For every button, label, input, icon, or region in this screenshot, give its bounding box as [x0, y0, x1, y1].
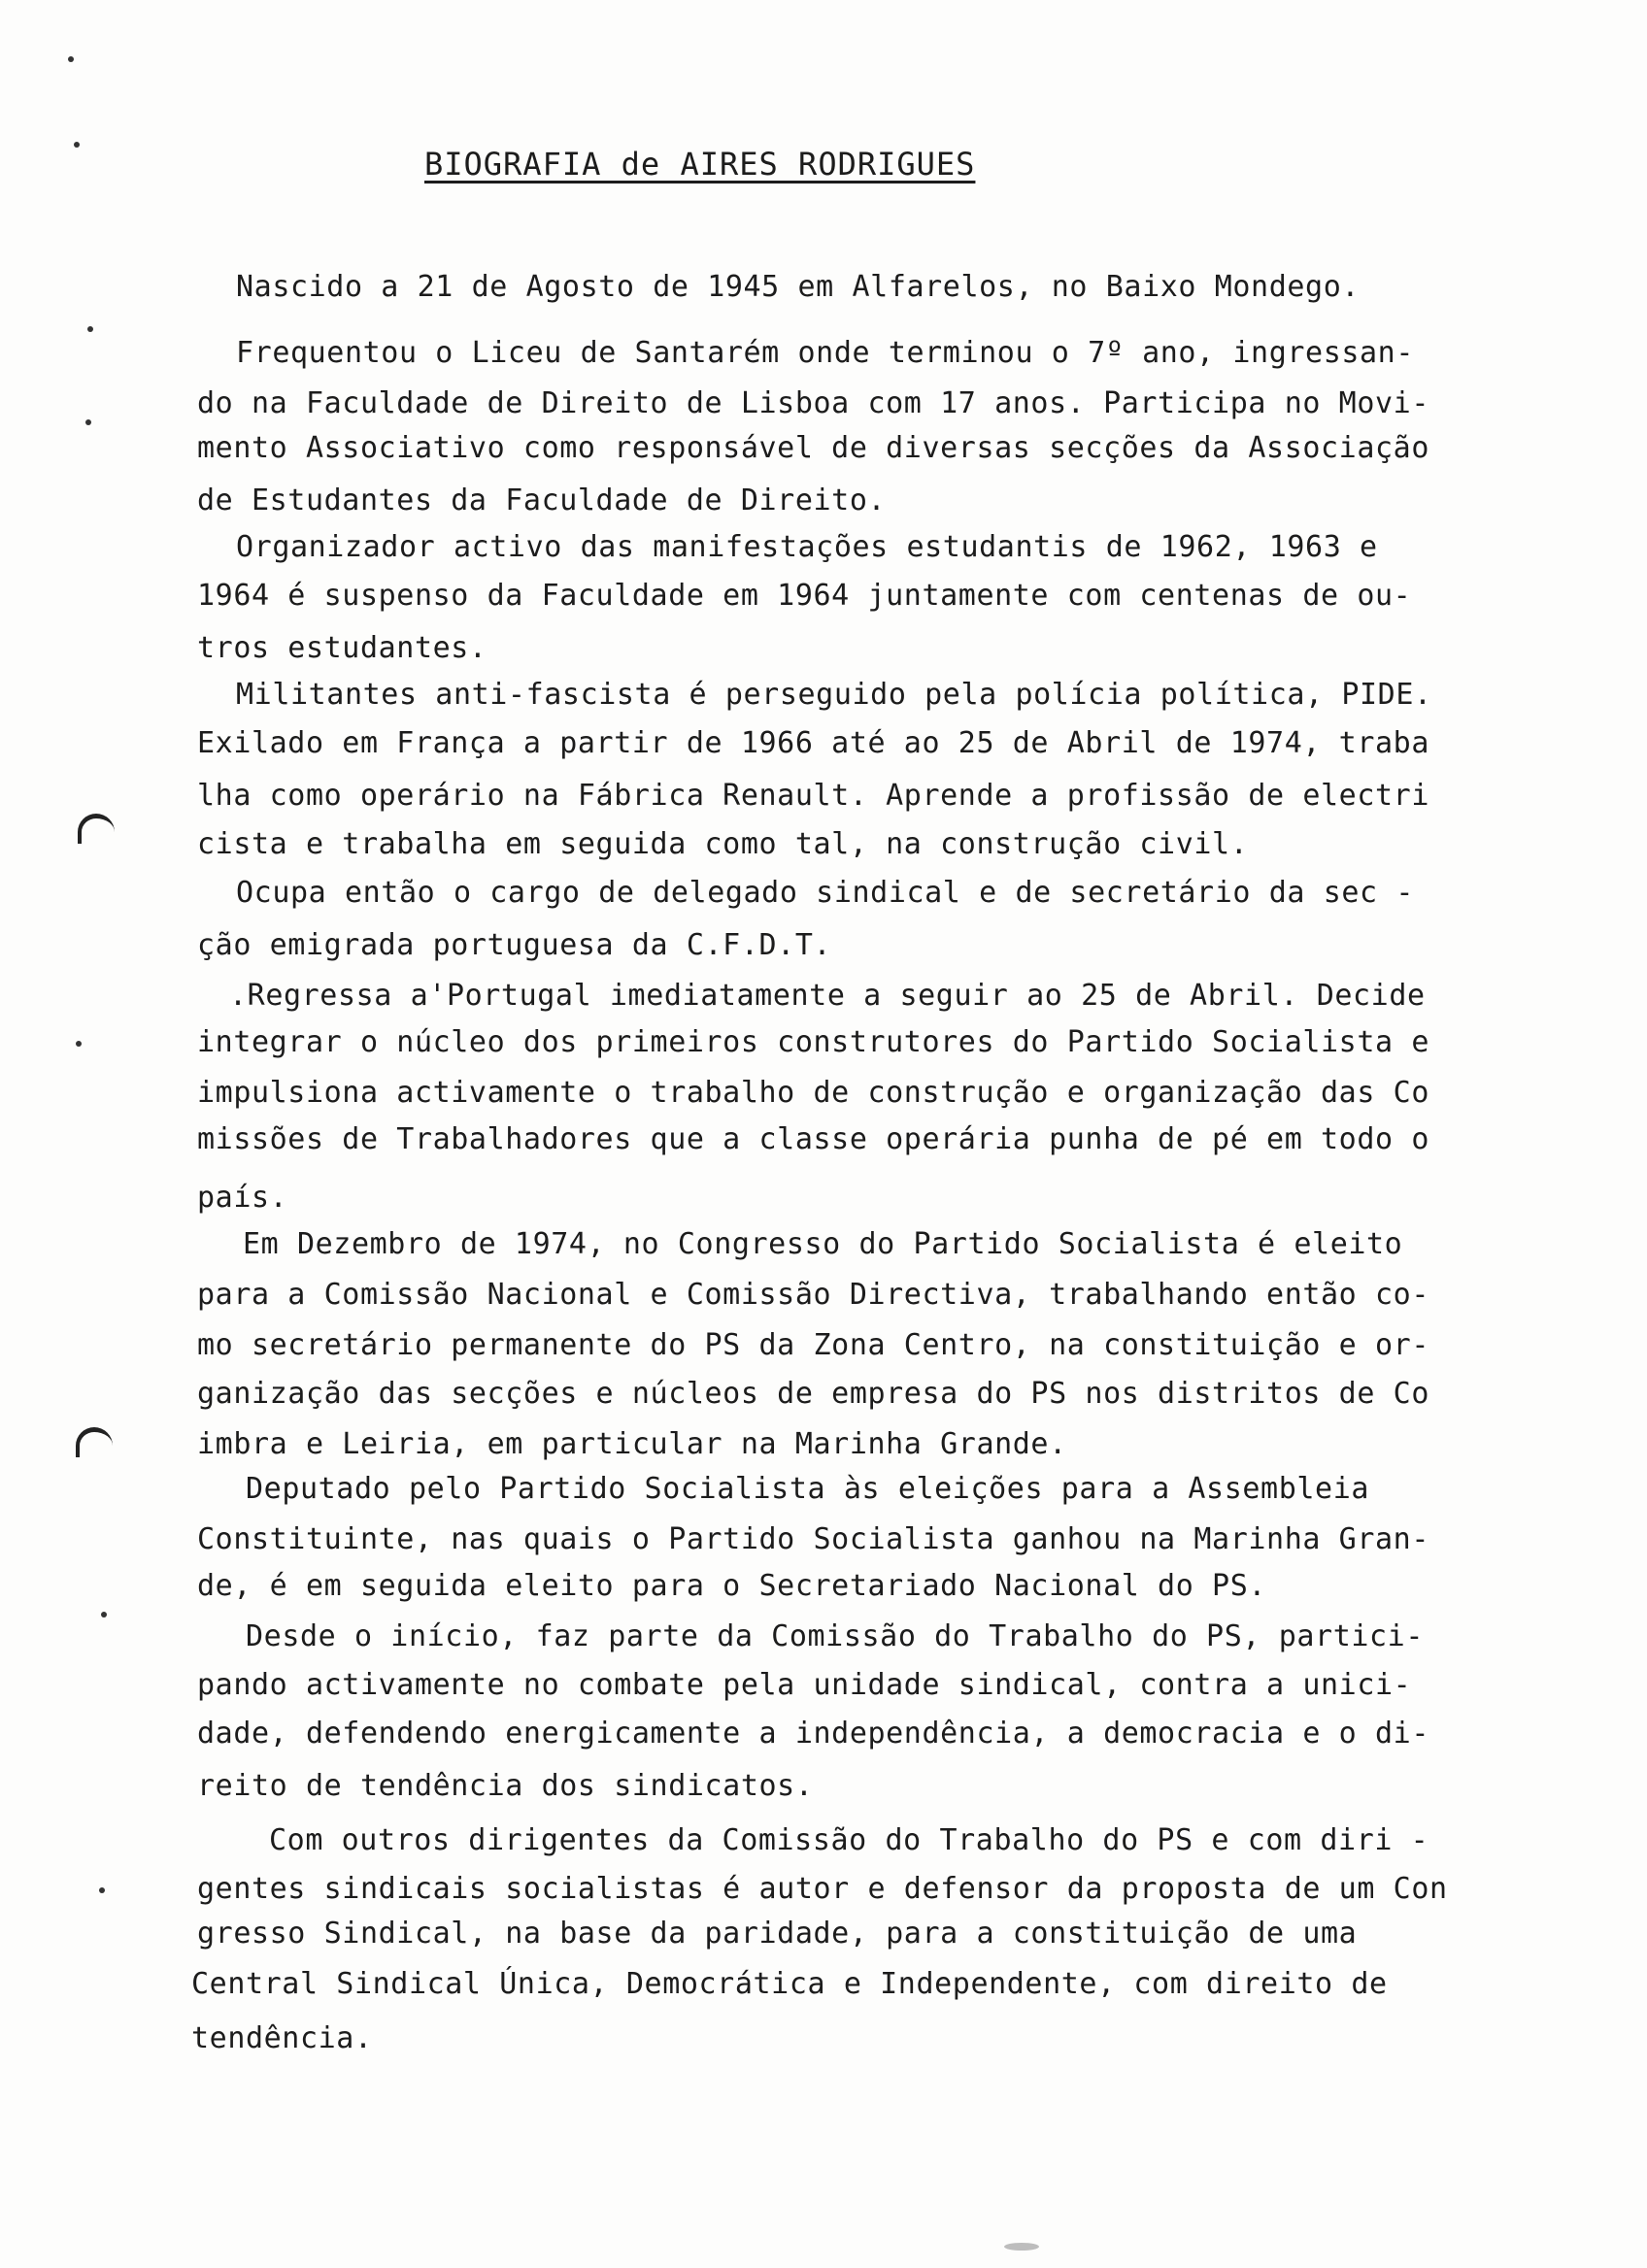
- text-line: de Estudantes da Faculdade de Direito.: [197, 484, 887, 517]
- document-title: BIOGRAFIA de AIRES RODRIGUES: [424, 146, 976, 183]
- text-line: pando activamente no combate pela unidade sindical, contra a unici-: [197, 1668, 1412, 1702]
- text-line: Central Sindical Única, Democrática e Independente, com direito de: [191, 1967, 1388, 2001]
- text-line: Organizador activo das manifestações estudantis de 1962, 1963 e: [236, 530, 1378, 564]
- text-line: impulsiona activamente o trabalho de construção e organização das Co: [197, 1076, 1429, 1110]
- text-line: ganização das secções e núcleos de empresa do PS nos distritos de Co: [197, 1377, 1429, 1411]
- text-line: reito de tendência dos sindicatos.: [197, 1769, 814, 1803]
- text-line: dade, defendendo energicamente a independência, a democracia e o di-: [197, 1717, 1429, 1751]
- scan-speck: [99, 1887, 105, 1893]
- text-line: integrar o núcleo dos primeiros construtores do Partido Socialista e: [197, 1025, 1429, 1059]
- scan-speck: [68, 56, 74, 62]
- text-line: gentes sindicais socialistas é autor e defensor da proposta de um Con: [197, 1872, 1448, 1906]
- text-line: Desde o início, faz parte da Comissão do Trabalho do PS, partici-: [246, 1619, 1424, 1653]
- text-line: Deputado pelo Partido Socialista às eleições para a Assembleia: [246, 1472, 1370, 1506]
- text-line: imbra e Leiria, em particular na Marinha Grande.: [197, 1427, 1067, 1461]
- text-line: cista e trabalha em seguida como tal, na construção civil.: [197, 827, 1249, 861]
- text-line: tendência.: [191, 2021, 373, 2055]
- text-line: tros estudantes.: [197, 631, 487, 665]
- text-line: ção emigrada portuguesa da C.F.D.T.: [197, 928, 832, 962]
- text-line: Ocupa então o cargo de delegado sindical e de secretário da sec -: [236, 876, 1414, 910]
- text-line: 1964 é suspenso da Faculdade em 1964 juntamente com centenas de ou-: [197, 579, 1412, 613]
- text-line: lha como operário na Fábrica Renault. Aprende a profissão de electri: [197, 779, 1429, 813]
- text-line: Com outros dirigentes da Comissão do Trabalho do PS e com diri -: [269, 1823, 1429, 1857]
- scan-smudge: [1004, 2243, 1039, 2251]
- scan-speck: [85, 419, 91, 425]
- text-line: de, é em seguida eleito para o Secretariado Nacional do PS.: [197, 1569, 1267, 1603]
- text-line: mo secretário permanente do PS da Zona Centro, na constituição e or-: [197, 1328, 1429, 1362]
- text-line: para a Comissão Nacional e Comissão Directiva, trabalhando então co-: [197, 1278, 1429, 1312]
- text-line: do na Faculdade de Direito de Lisboa com 17 anos. Participa no Movi-: [197, 386, 1429, 420]
- text-line: Militantes anti-fascista é perseguido pela polícia política, PIDE.: [236, 678, 1432, 712]
- scan-speck: [87, 326, 93, 332]
- text-line: Nascido a 21 de Agosto de 1945 em Alfarelos, no Baixo Mondego.: [236, 270, 1361, 304]
- text-line: país.: [197, 1181, 288, 1215]
- text-line: missões de Trabalhadores que a classe operária punha de pé em todo o: [197, 1122, 1429, 1156]
- text-line: gresso Sindical, na base da paridade, para a constituição de uma: [197, 1917, 1358, 1951]
- text-line: Constituinte, nas quais o Partido Socialista ganhou na Marinha Gran-: [197, 1522, 1429, 1556]
- text-line: mento Associativo como responsável de diversas secções da Associação: [197, 431, 1429, 465]
- text-line: Frequentou o Liceu de Santarém onde terminou o 7º ano, ingressan-: [236, 336, 1414, 370]
- text-line: Exilado em França a partir de 1966 até ao 25 de Abril de 1974, traba: [197, 726, 1429, 760]
- punch-hole-mark: [78, 814, 115, 844]
- scan-speck: [76, 1041, 82, 1047]
- punch-hole-mark: [76, 1427, 113, 1457]
- scan-speck: [101, 1612, 107, 1618]
- text-line: .Regressa a'Portugal imediatamente a seguir ao 25 de Abril. Decide: [229, 979, 1426, 1013]
- text-line: Em Dezembro de 1974, no Congresso do Partido Socialista é eleito: [243, 1227, 1403, 1261]
- scan-speck: [74, 142, 80, 148]
